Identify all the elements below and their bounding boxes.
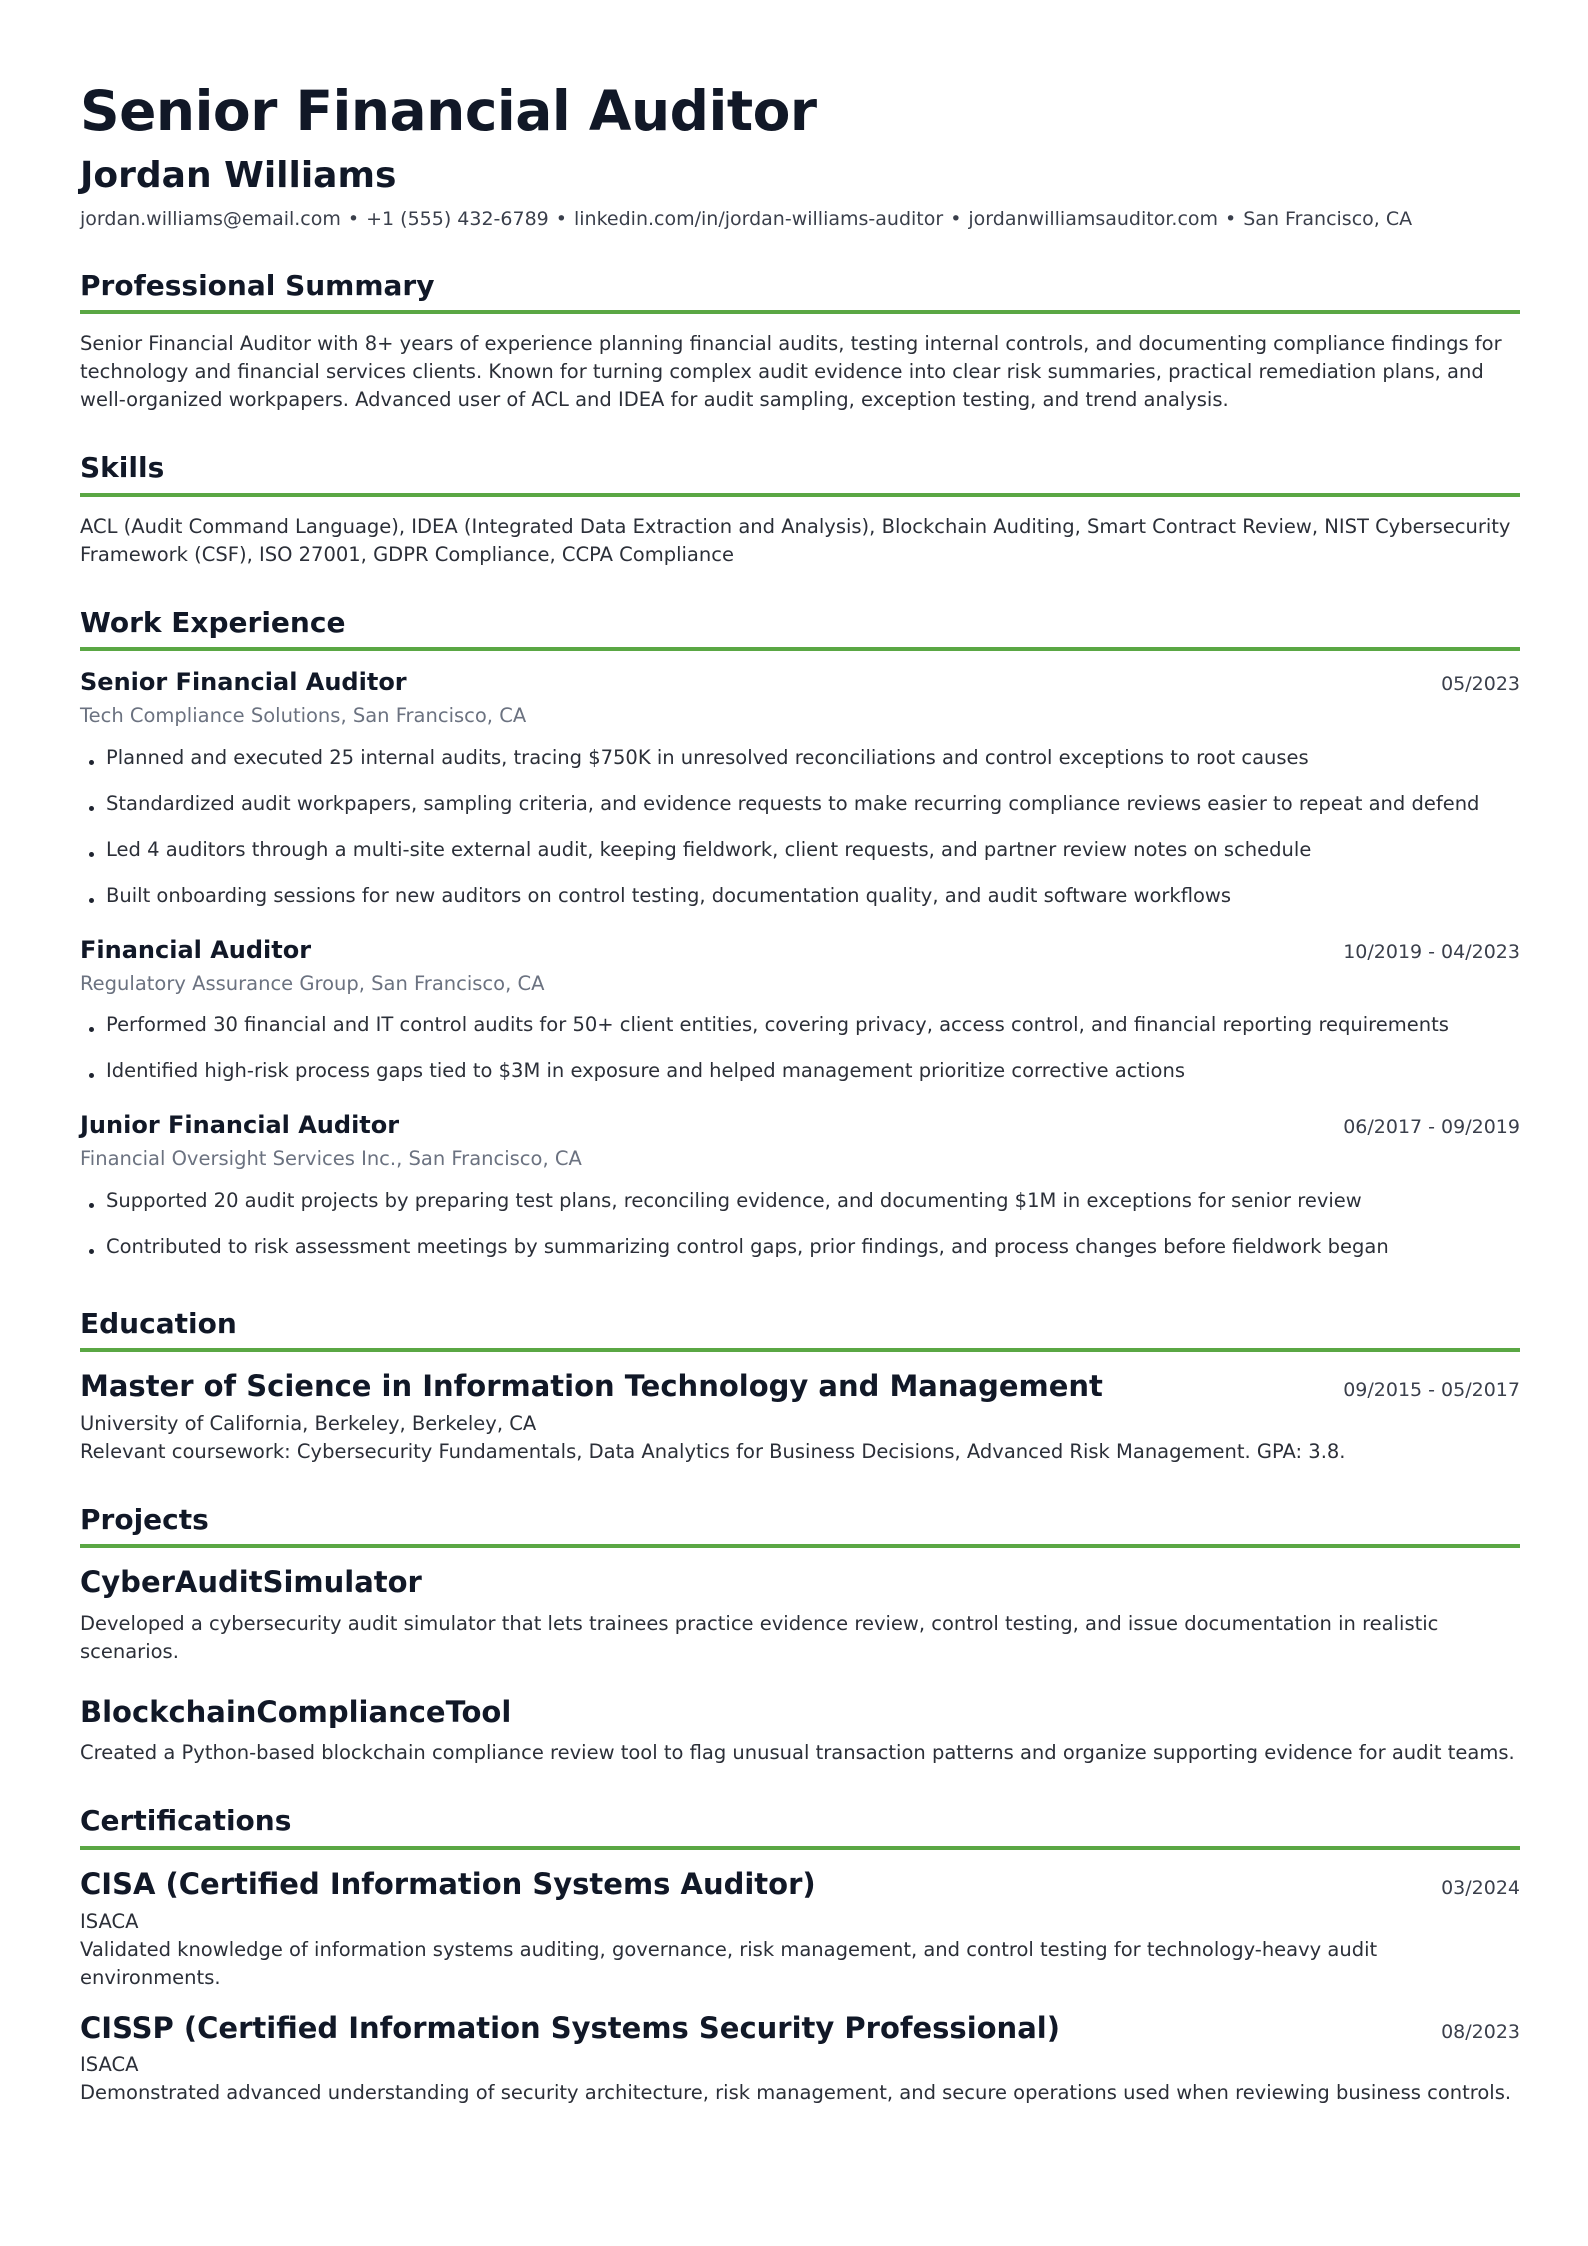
certification-issuer: ISACA — [80, 1909, 139, 1933]
certification-entry — [80, 2010, 1520, 2108]
job-bullet: Contributed to risk assessment meetings by summarizing control gaps, prior findings, and process changes before fieldwork began — [80, 1224, 1520, 1270]
certification-name: CISSP (Certified Information Systems Security Professional) — [80, 2010, 1060, 2045]
contact-separator: • — [347, 208, 360, 231]
job-company: Financial Oversight Services Inc., San Francisco, CA — [80, 1147, 582, 1171]
job-bullet: Performed 30 financial and IT control audits for 50+ client entities, covering privacy, access control, and financial reporting requirements — [80, 1002, 1520, 1048]
project-entry — [80, 1694, 1520, 1768]
job-bullets — [80, 1178, 1520, 1270]
job-date: 10/2019 - 04/2023 — [1343, 940, 1520, 963]
contact-separator: • — [555, 208, 567, 231]
contact-linkedin[interactable]: linkedin.com/in/jordan-williams-auditor — [573, 208, 944, 231]
job-title: Senior Financial Auditor — [80, 668, 407, 697]
project-entry — [80, 1564, 1520, 1666]
experience-section — [80, 605, 1520, 1270]
job-bullets — [80, 1002, 1520, 1094]
section-heading-education: Education — [80, 1306, 1520, 1352]
person-name: Jordan Williams — [80, 155, 397, 196]
contact-email[interactable]: jordan.williams@email.com — [80, 208, 341, 231]
project-description: Developed a cybersecurity audit simulator that lets trainees practice evidence review, control testing, and issue documentation in realistic scenarios. — [80, 1611, 1439, 1663]
contact-phone[interactable]: +1 (555) 432-6789 — [366, 208, 549, 231]
education-details: Relevant coursework: Cybersecurity Fundamentals, Data Analytics for Business Decisions, Advanced Risk Management. GPA: 3.8. — [80, 1439, 1346, 1463]
job-bullet: Standardized audit workpapers, sampling criteria, and evidence requests to make recurring compliance reviews easier to repeat and defend — [80, 781, 1520, 827]
contact-separator: • — [950, 208, 962, 231]
job-bullets — [80, 735, 1520, 919]
section-heading-summary: Professional Summary — [80, 268, 1520, 314]
document-title: Senior Financial Auditor — [80, 79, 817, 143]
job-bullet: Supported 20 audit projects by preparing test plans, reconciling evidence, and documenting $1M in exceptions for senior review — [80, 1178, 1520, 1224]
project-description: Created a Python-based blockchain compliance review tool to flag unusual transaction patterns and organize supporting evidence for audit teams. — [80, 1741, 1515, 1765]
job-date: 06/2017 - 09/2019 — [1343, 1116, 1520, 1139]
education-date: 09/2015 - 05/2017 — [1343, 1379, 1520, 1402]
job-company: Tech Compliance Solutions, San Francisco, CA — [80, 704, 527, 728]
skills-section — [80, 450, 1520, 568]
degree-title: Master of Science in Information Technology and Management — [80, 1369, 1103, 1404]
job-title: Junior Financial Auditor — [80, 1111, 400, 1140]
job-date: 05/2023 — [1441, 673, 1520, 696]
certifications-section — [80, 1803, 1520, 2107]
certification-name: CISA (Certified Information Systems Auditor) — [80, 1866, 816, 1901]
certification-description: Validated knowledge of information systems auditing, governance, risk management, and control testing for technology-heavy audit environments. — [80, 1937, 1378, 1989]
certification-date: 03/2024 — [1441, 1876, 1520, 1899]
certification-description: Demonstrated advanced understanding of security architecture, risk management, and secure operations used when reviewing business controls. — [80, 2081, 1512, 2105]
school-name: University of California, Berkeley, Berkeley, CA — [80, 1411, 537, 1435]
section-heading-skills: Skills — [80, 450, 1520, 496]
contact-line — [80, 207, 1520, 232]
job-bullet: Led 4 auditors through a multi-site external audit, keeping fieldwork, client requests, and partner review notes on schedule — [80, 827, 1520, 873]
job-entry — [80, 1110, 1520, 1270]
section-heading-experience: Work Experience — [80, 605, 1520, 651]
summary-section — [80, 268, 1520, 414]
summary-text: Senior Financial Auditor with 8+ years of experience planning financial audits, testing internal controls, and documenting compliance findings for technology and financial services clients. Known for turning complex audit evidence into clear risk summaries, practical remediation plans, and well-organized workpapers. Advanced user of ACL and IDEA for audit sampling, exception testing, and trend analysis. — [80, 332, 1502, 412]
job-title: Financial Auditor — [80, 935, 312, 964]
section-heading-certifications: Certifications — [80, 1803, 1520, 1849]
education-section — [80, 1306, 1520, 1466]
contact-separator: • — [1225, 208, 1237, 231]
job-entry — [80, 667, 1520, 919]
job-bullet: Identified high-risk process gaps tied to $3M in exposure and helped management prioritize corrective actions — [80, 1048, 1520, 1094]
certification-issuer: ISACA — [80, 2053, 139, 2077]
section-heading-projects: Projects — [80, 1502, 1520, 1548]
certification-entry — [80, 1866, 1520, 1992]
contact-location: San Francisco, CA — [1243, 208, 1413, 231]
job-bullet: Built onboarding sessions for new auditors on control testing, documentation quality, and audit software workflows — [80, 873, 1520, 919]
skills-text: ACL (Audit Command Language), IDEA (Integrated Data Extraction and Analysis), Blockchain Auditing, Smart Contract Review, NIST Cybersecurity Framework (CSF), ISO 27001, GDPR Compliance, CCPA Compliance — [80, 514, 1511, 566]
project-name: CyberAuditSimulator — [80, 1565, 422, 1600]
certification-date: 08/2023 — [1441, 2020, 1520, 2043]
job-entry — [80, 935, 1520, 1095]
projects-section — [80, 1502, 1520, 1768]
job-bullet: Planned and executed 25 internal audits, tracing $750K in unresolved reconciliations and control exceptions to root causes — [80, 735, 1520, 781]
contact-website[interactable]: jordanwilliamsauditor.com — [968, 208, 1219, 231]
project-name: BlockchainComplianceTool — [80, 1694, 512, 1729]
job-company: Regulatory Assurance Group, San Francisco, CA — [80, 971, 545, 995]
